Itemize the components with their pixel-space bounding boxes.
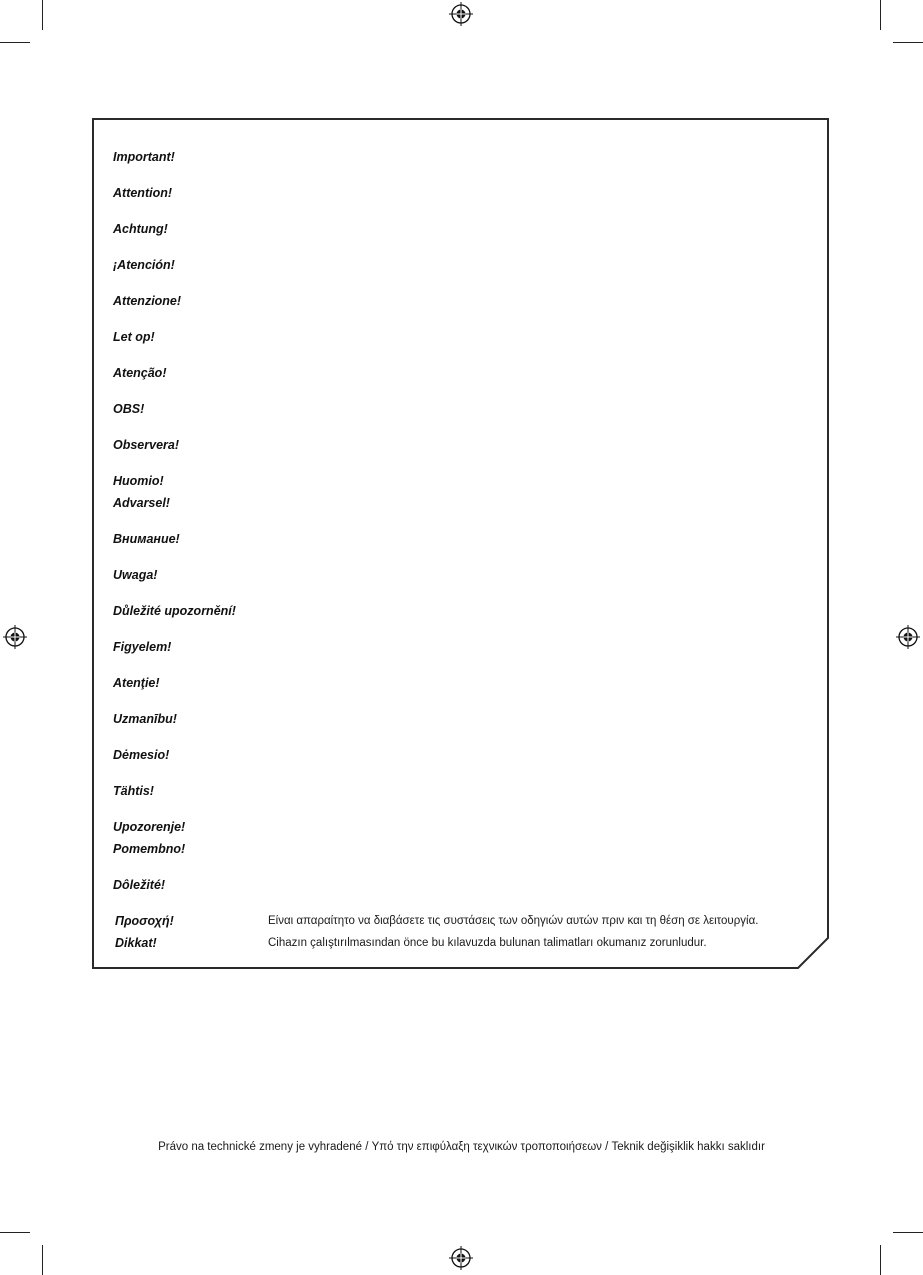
crop-mark bbox=[0, 42, 30, 43]
crop-mark bbox=[880, 0, 881, 30]
warning-label-hr: Upozorenje! bbox=[113, 820, 186, 834]
notice-label-el: Προσοχή! bbox=[115, 914, 174, 928]
notice-text-tr: Cihazın çalıştırılmasından önce bu kılavuzda bulunan talimatları okumanız zorunludur. bbox=[268, 937, 707, 949]
registration-mark-icon bbox=[896, 625, 920, 649]
notice-label-tr: Dikkat! bbox=[115, 936, 157, 950]
warning-label-nl: Let op! bbox=[113, 330, 155, 344]
warning-label-lv: Uzmanību! bbox=[113, 712, 177, 726]
crop-mark bbox=[42, 0, 43, 30]
warning-label-cs: Důležité upozornění! bbox=[113, 604, 236, 618]
warning-label-da: OBS! bbox=[113, 402, 145, 416]
warning-label-pt: Atenção! bbox=[113, 366, 167, 380]
notice-text-el: Είναι απαραίτητο να διαβάσετε τις συστάσεις των οδηγιών αυτών πριν και τη θέση σε λειτουργία. bbox=[268, 915, 759, 927]
registration-mark-icon bbox=[449, 2, 473, 26]
warning-label-hu: Figyelem! bbox=[113, 640, 172, 654]
warning-label-pl: Uwaga! bbox=[113, 568, 158, 582]
footer-note: Právo na technické zmeny je vyhradené / Υπό την επιφύλαξη τεχνικών τροποποιήσεων / Teknik değişiklik hakkı saklıdır bbox=[158, 1141, 765, 1153]
warning-label-et: Tähtis! bbox=[113, 784, 154, 798]
warning-label-de: Achtung! bbox=[113, 222, 168, 236]
notice-frame bbox=[92, 118, 830, 970]
warning-label-fr: Attention! bbox=[113, 186, 173, 200]
warning-label-en: Important! bbox=[113, 150, 175, 164]
registration-mark-icon bbox=[3, 625, 27, 649]
warning-label-sv: Observera! bbox=[113, 438, 180, 452]
warning-label-no: Advarsel! bbox=[113, 496, 170, 510]
crop-mark bbox=[0, 1232, 30, 1233]
warning-label-ro: Atenţie! bbox=[113, 676, 160, 690]
registration-mark-icon bbox=[449, 1246, 473, 1270]
warning-label-it: Attenzione! bbox=[113, 294, 182, 308]
warning-label-fi: Huomio! bbox=[113, 474, 164, 488]
warning-label-lt: Dėmesio! bbox=[113, 748, 170, 762]
crop-mark bbox=[893, 42, 923, 43]
warning-label-ru: Внимание! bbox=[113, 532, 180, 546]
crop-mark bbox=[42, 1245, 43, 1275]
crop-mark bbox=[893, 1232, 923, 1233]
crop-mark bbox=[880, 1245, 881, 1275]
warning-label-sk: Dôležité! bbox=[113, 878, 166, 892]
warning-label-es: ¡Atención! bbox=[113, 258, 175, 272]
warning-label-sl: Pomembno! bbox=[113, 842, 186, 856]
